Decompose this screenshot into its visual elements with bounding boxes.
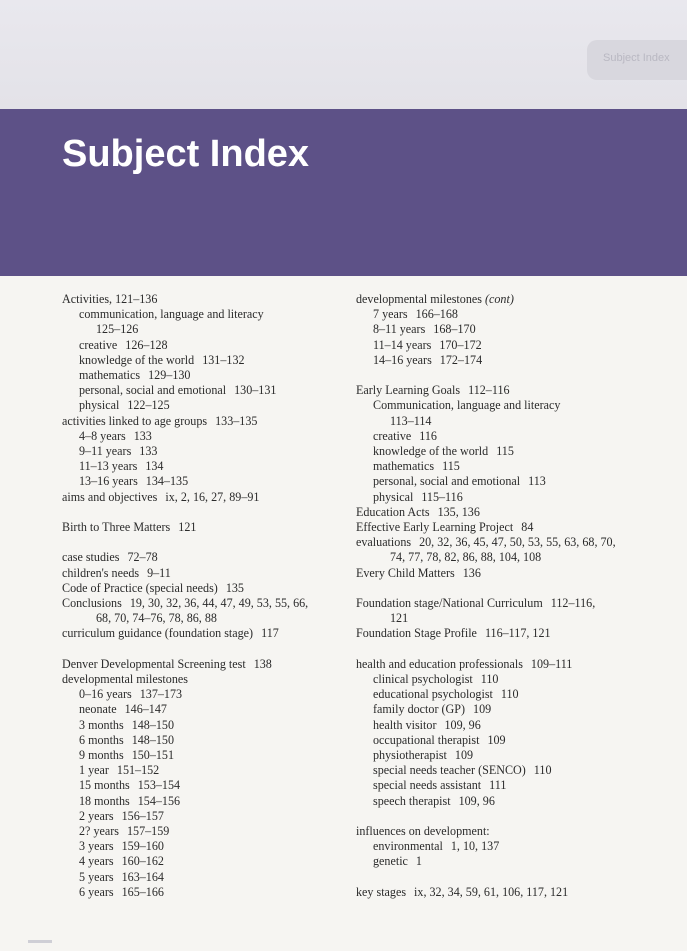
index-subentry bbox=[356, 307, 676, 322]
index-entry bbox=[356, 520, 676, 535]
index-subentry bbox=[356, 459, 676, 474]
page-edge-mark bbox=[28, 940, 52, 943]
entry-term: key stages bbox=[356, 884, 407, 899]
index-entry bbox=[62, 520, 347, 535]
index-subentry bbox=[356, 778, 676, 793]
entry-pages: 134 bbox=[145, 459, 164, 474]
title-banner bbox=[0, 109, 687, 276]
entry-pages: 72–78 bbox=[127, 550, 158, 565]
index-subentry bbox=[356, 839, 676, 854]
index-entry bbox=[356, 596, 676, 611]
index-subentry bbox=[62, 854, 347, 869]
entry-term: 113–114 bbox=[390, 413, 432, 428]
entry-pages: 1 bbox=[415, 854, 422, 869]
index-subentry bbox=[62, 794, 347, 809]
entry-pages: 126–128 bbox=[125, 337, 168, 352]
entry-term: special needs teacher (SENCO) bbox=[373, 763, 526, 778]
entry-pages: 109, 96 bbox=[444, 717, 481, 732]
entry-term: evaluations bbox=[356, 535, 412, 550]
index-entry bbox=[62, 490, 347, 505]
entry-term: educational psychologist bbox=[373, 687, 493, 702]
entry-term: developmental milestones bbox=[62, 672, 188, 687]
entry-pages: 165–166 bbox=[121, 884, 164, 899]
entry-term: activities linked to age groups bbox=[62, 413, 208, 428]
entry-term: mathematics bbox=[79, 368, 141, 383]
index-subentry bbox=[356, 490, 676, 505]
bleed-through-tab-text: Subject Index bbox=[603, 52, 670, 64]
entry-term: developmental milestones bbox=[356, 292, 482, 306]
entry-pages: 133 bbox=[133, 428, 152, 443]
entry-spacer bbox=[62, 642, 347, 657]
entry-term: clinical psychologist bbox=[373, 672, 473, 687]
index-subentry bbox=[356, 733, 676, 748]
entry-term: 15 months bbox=[79, 778, 130, 793]
entry-term: 11–13 years bbox=[79, 459, 138, 474]
entry-pages: 150–151 bbox=[131, 748, 175, 763]
index-subentry bbox=[356, 398, 676, 413]
entry-term: Denver Developmental Screening test bbox=[62, 656, 246, 671]
entry-pages: 112–116 bbox=[468, 383, 510, 398]
entry-spacer bbox=[62, 535, 347, 550]
index-subentry bbox=[62, 444, 347, 459]
entry-term: physiotherapist bbox=[373, 748, 447, 763]
entry-pages: 109–111 bbox=[530, 656, 573, 671]
entry-term: 4–8 years bbox=[79, 428, 126, 443]
entry-spacer bbox=[356, 809, 676, 824]
entry-spacer bbox=[356, 870, 676, 885]
entry-pages: 166–168 bbox=[415, 307, 458, 322]
entry-term: family doctor (GP) bbox=[373, 702, 466, 717]
index-entry bbox=[62, 292, 347, 307]
entry-pages: 84 bbox=[521, 520, 534, 535]
entry-spacer bbox=[356, 642, 676, 657]
entry-pages: 130–131 bbox=[234, 383, 277, 398]
entry-term: knowledge of the world bbox=[79, 352, 195, 367]
entry-term: health and education professionals bbox=[356, 656, 523, 671]
entry-pages: 110 bbox=[480, 672, 499, 687]
entry-pages: 20, 32, 36, 45, 47, 50, 53, 55, 63, 68, 70, bbox=[419, 535, 616, 550]
entry-pages: 135 bbox=[225, 580, 244, 595]
entry-term: 74, 77, 78, 82, 86, 88, 104, 108 bbox=[390, 550, 542, 565]
entry-term: Every Child Matters bbox=[356, 565, 455, 580]
entry-term: knowledge of the world bbox=[373, 444, 489, 459]
entry-pages: 135, 136 bbox=[437, 504, 480, 519]
entry-pages: 110 bbox=[500, 687, 519, 702]
entry-term: 121 bbox=[390, 611, 409, 626]
entry-pages: 121 bbox=[178, 520, 197, 535]
index-subentry bbox=[356, 444, 676, 459]
entry-pages: 117 bbox=[261, 626, 279, 641]
index-entry bbox=[62, 581, 347, 596]
index-continuation bbox=[356, 414, 676, 429]
entry-term: 2 years bbox=[79, 808, 114, 823]
index-entry bbox=[62, 672, 347, 687]
entry-term: 8–11 years bbox=[373, 322, 426, 337]
entry-pages: 131–132 bbox=[202, 352, 245, 367]
entry-pages: ix, 32, 34, 59, 61, 106, 117, 121 bbox=[414, 884, 569, 899]
entry-continued-label: (cont) bbox=[484, 292, 514, 306]
entry-term: health visitor bbox=[373, 717, 437, 732]
entry-term: 11–14 years bbox=[373, 337, 432, 352]
index-column-left bbox=[62, 292, 347, 900]
entry-term: Education Acts bbox=[356, 504, 430, 519]
index-entry bbox=[62, 566, 347, 581]
index-entry bbox=[356, 657, 676, 672]
index-subentry bbox=[62, 763, 347, 778]
entry-pages: 168–170 bbox=[433, 322, 476, 337]
entry-term: 2? years bbox=[79, 824, 119, 839]
index-subentry bbox=[62, 870, 347, 885]
entry-term: 6 months bbox=[79, 732, 124, 747]
index-subentry bbox=[356, 353, 676, 368]
index-subentry bbox=[62, 809, 347, 824]
entry-pages: 133–135 bbox=[215, 413, 258, 428]
index-subentry bbox=[62, 885, 347, 900]
entry-pages: 109 bbox=[454, 748, 474, 763]
entry-term: personal, social and emotional bbox=[79, 383, 227, 398]
entry-pages: 148–150 bbox=[131, 717, 175, 732]
index-subentry bbox=[62, 353, 347, 368]
index-subentry bbox=[62, 338, 347, 353]
index-subentry bbox=[356, 763, 676, 778]
index-subentry bbox=[356, 687, 676, 702]
entry-term: Conclusions bbox=[62, 596, 122, 611]
entry-term: communication, language and literacy bbox=[79, 307, 264, 322]
index-subentry bbox=[62, 687, 347, 702]
index-subentry bbox=[356, 794, 676, 809]
entry-pages: 146–147 bbox=[124, 702, 167, 717]
index-entry bbox=[62, 626, 347, 641]
entry-pages: 1, 10, 137 bbox=[450, 839, 500, 854]
index-entry bbox=[356, 535, 676, 550]
page-title: Subject Index bbox=[62, 133, 310, 175]
index-subentry bbox=[62, 824, 347, 839]
entry-pages: 115 bbox=[442, 459, 460, 474]
entry-pages: 113 bbox=[528, 474, 546, 489]
entry-term: Foundation stage/National Curriculum bbox=[356, 596, 543, 611]
index-entry bbox=[62, 414, 347, 429]
entry-term: 3 years bbox=[79, 839, 114, 854]
entry-term: speech therapist bbox=[373, 793, 451, 808]
index-subentry bbox=[356, 322, 676, 337]
index-subentry bbox=[62, 429, 347, 444]
entry-term: 4 years bbox=[79, 854, 114, 869]
entry-pages: 122–125 bbox=[127, 398, 170, 413]
index-subentry bbox=[356, 854, 676, 869]
entry-pages: 148–150 bbox=[131, 732, 175, 747]
entry-term: 9 months bbox=[79, 748, 124, 763]
entry-term: 13–16 years bbox=[79, 474, 138, 489]
entry-spacer bbox=[62, 505, 347, 520]
index-entry bbox=[62, 657, 347, 672]
entry-spacer bbox=[356, 368, 676, 383]
entry-term: influences on development: bbox=[356, 824, 490, 839]
entry-pages: 163–164 bbox=[121, 869, 164, 884]
entry-pages: 112–116, bbox=[550, 596, 596, 611]
entry-term: children's needs bbox=[62, 565, 140, 580]
entry-pages: 170–172 bbox=[439, 337, 482, 352]
index-subentry bbox=[62, 778, 347, 793]
entry-term: occupational therapist bbox=[373, 732, 480, 747]
entry-term: 18 months bbox=[79, 793, 130, 808]
entry-term: Effective Early Learning Project bbox=[356, 520, 514, 535]
index-subentry bbox=[62, 702, 347, 717]
index-subentry bbox=[356, 748, 676, 763]
entry-pages: 111 bbox=[489, 778, 507, 793]
bleed-through-tab bbox=[587, 40, 687, 80]
index-subentry bbox=[62, 839, 347, 854]
index-subentry bbox=[62, 398, 347, 413]
entry-term: 125–126 bbox=[96, 322, 139, 337]
index-subentry bbox=[62, 748, 347, 763]
entry-term: Early Learning Goals bbox=[356, 383, 461, 398]
index-entry bbox=[356, 292, 676, 307]
entry-term: special needs assistant bbox=[373, 778, 482, 793]
entry-pages: 137–173 bbox=[139, 687, 183, 702]
entry-spacer bbox=[356, 581, 676, 596]
entry-pages: 156–157 bbox=[121, 808, 164, 823]
index-column-right bbox=[356, 292, 676, 900]
entry-pages: 109, 96 bbox=[458, 793, 495, 808]
index-subentry bbox=[62, 383, 347, 398]
index-entry bbox=[62, 596, 347, 611]
entry-pages: 160–162 bbox=[121, 854, 164, 869]
entry-term: 68, 70, 74–76, 78, 86, 88 bbox=[96, 611, 217, 626]
index-subentry bbox=[356, 718, 676, 733]
entry-pages: 159–160 bbox=[121, 839, 164, 854]
entry-term: physical bbox=[373, 489, 414, 504]
index-entry bbox=[356, 885, 676, 900]
entry-pages: 136 bbox=[462, 565, 481, 580]
entry-term: 9–11 years bbox=[79, 444, 132, 459]
entry-pages: ix, 2, 16, 27, 89–91 bbox=[165, 489, 260, 504]
entry-term: 3 months bbox=[79, 717, 124, 732]
entry-pages: 153–154 bbox=[137, 778, 181, 793]
entry-pages: 133 bbox=[139, 444, 158, 459]
index-subentry bbox=[62, 718, 347, 733]
index-subentry bbox=[356, 672, 676, 687]
page-top-margin bbox=[0, 0, 687, 109]
entry-term: aims and objectives bbox=[62, 489, 158, 504]
entry-pages: 151–152 bbox=[116, 763, 160, 778]
entry-term: Code of Practice (special needs) bbox=[62, 580, 218, 595]
entry-pages: 109 bbox=[487, 732, 506, 747]
index-subentry bbox=[62, 474, 347, 489]
entry-term: Foundation Stage Profile bbox=[356, 626, 477, 641]
entry-pages: 134–135 bbox=[145, 474, 189, 489]
index-subentry bbox=[356, 474, 676, 489]
entry-pages: 110 bbox=[533, 763, 552, 778]
entry-term: Activities, 121–136 bbox=[62, 292, 158, 306]
entry-term: case studies bbox=[62, 550, 120, 565]
index-continuation bbox=[356, 611, 676, 626]
entry-term: 6 years bbox=[79, 884, 114, 899]
entry-pages: 19, 30, 32, 36, 44, 47, 49, 53, 55, 66, bbox=[129, 596, 309, 611]
entry-term: genetic bbox=[373, 854, 408, 869]
entry-pages: 154–156 bbox=[137, 793, 181, 808]
entry-term: 5 years bbox=[79, 869, 114, 884]
index-entry bbox=[356, 824, 676, 839]
index-continuation bbox=[62, 322, 347, 337]
index-entry bbox=[356, 383, 676, 398]
entry-pages: 138 bbox=[253, 656, 272, 671]
entry-term: creative bbox=[373, 428, 412, 443]
entry-term: neonate bbox=[79, 702, 117, 717]
index-subentry bbox=[62, 307, 347, 322]
entry-pages: 116–117, 121 bbox=[484, 626, 551, 641]
index-entry bbox=[356, 626, 676, 641]
entry-pages: 115–116 bbox=[421, 489, 463, 504]
entry-term: 1 year bbox=[79, 763, 109, 778]
entry-term: mathematics bbox=[373, 459, 435, 474]
index-continuation bbox=[356, 550, 676, 565]
index-subentry bbox=[356, 429, 676, 444]
entry-term: 7 years bbox=[373, 307, 408, 322]
entry-pages: 9–11 bbox=[147, 565, 171, 580]
entry-pages: 172–174 bbox=[439, 352, 483, 367]
entry-term: curriculum guidance (foundation stage) bbox=[62, 626, 254, 641]
index-subentry bbox=[62, 733, 347, 748]
entry-term: physical bbox=[79, 398, 120, 413]
entry-term: Communication, language and literacy bbox=[373, 398, 561, 413]
entry-pages: 109 bbox=[473, 702, 492, 717]
index-subentry bbox=[62, 368, 347, 383]
entry-term: 0–16 years bbox=[79, 687, 132, 702]
entry-pages: 157–159 bbox=[126, 824, 170, 839]
entry-term: 14–16 years bbox=[373, 352, 432, 367]
index-subentry bbox=[62, 459, 347, 474]
entry-term: Birth to Three Matters bbox=[62, 520, 171, 535]
index-entry bbox=[356, 505, 676, 520]
entry-pages: 116 bbox=[419, 428, 437, 443]
index-subentry bbox=[356, 702, 676, 717]
entry-term: creative bbox=[79, 337, 118, 352]
entry-term: personal, social and emotional bbox=[373, 474, 521, 489]
entry-term: environmental bbox=[373, 839, 443, 854]
entry-pages: 115 bbox=[496, 444, 514, 459]
index-subentry bbox=[356, 338, 676, 353]
index-entry bbox=[356, 566, 676, 581]
entry-pages: 129–130 bbox=[148, 368, 191, 383]
index-entry bbox=[62, 550, 347, 565]
index-continuation bbox=[62, 611, 347, 626]
